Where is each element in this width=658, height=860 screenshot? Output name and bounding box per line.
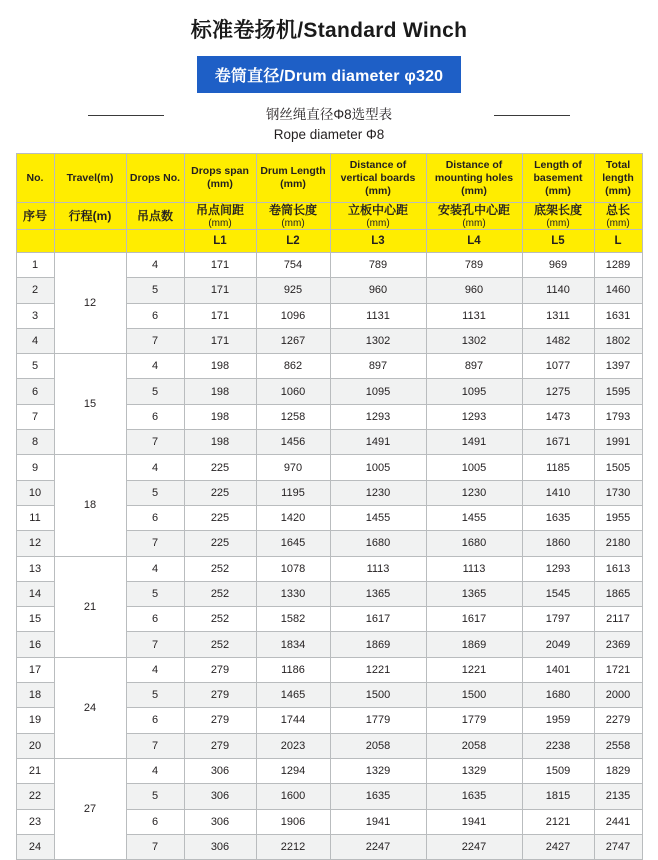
cell-no: 17	[16, 657, 54, 682]
cell-drops-no: 6	[126, 607, 184, 632]
cell-drops-span: 198	[184, 354, 256, 379]
cell-vertical-boards: 1221	[330, 657, 426, 682]
cell-drops-no: 4	[126, 253, 184, 278]
cell-mounting-holes: 1635	[426, 784, 522, 809]
cell-basement-length: 1473	[522, 404, 594, 429]
cell-drops-span: 198	[184, 430, 256, 455]
cell-basement-length: 1635	[522, 505, 594, 530]
header-cell-travel: Travel(m)	[54, 154, 126, 203]
cell-mounting-holes: 1113	[426, 556, 522, 581]
cell-no: 13	[16, 556, 54, 581]
cell-drops-span: 225	[184, 455, 256, 480]
table-body	[16, 253, 642, 860]
cell-no: 23	[16, 809, 54, 834]
cell-drops-no: 5	[126, 278, 184, 303]
header-code-drops-no	[126, 230, 184, 253]
cell-vertical-boards: 2247	[330, 834, 426, 859]
cell-total-length: 1865	[594, 581, 642, 606]
cell-drops-no: 4	[126, 354, 184, 379]
cell-drops-no: 5	[126, 379, 184, 404]
cell-vertical-boards: 1113	[330, 556, 426, 581]
cell-basement-length: 2049	[522, 632, 594, 657]
cell-total-length: 1595	[594, 379, 642, 404]
cell-drops-span: 252	[184, 581, 256, 606]
cell-drum-length: 1600	[256, 784, 330, 809]
cell-total-length: 2117	[594, 607, 642, 632]
cell-basement-length: 1410	[522, 480, 594, 505]
cell-mounting-holes: 1329	[426, 758, 522, 783]
cell-no: 22	[16, 784, 54, 809]
cell-total-length: 1721	[594, 657, 642, 682]
cell-basement-length: 1311	[522, 303, 594, 328]
cell-vertical-boards: 1869	[330, 632, 426, 657]
rope-diameter-en: Rope diameter Φ8	[273, 127, 385, 142]
cell-travel: 15	[54, 354, 126, 455]
cell-mounting-holes: 1302	[426, 328, 522, 353]
cell-vertical-boards: 1500	[330, 683, 426, 708]
cell-drops-span: 306	[184, 758, 256, 783]
cell-mounting-holes: 1221	[426, 657, 522, 682]
cell-total-length: 1991	[594, 430, 642, 455]
cell-total-length: 2747	[594, 834, 642, 859]
cell-no: 8	[16, 430, 54, 455]
header-cell-no: No.	[16, 154, 54, 203]
header-cell-total-length: Total length (mm)	[594, 154, 642, 203]
cell-vertical-boards: 2058	[330, 733, 426, 758]
table-row	[16, 758, 642, 783]
header-cell-mounting-holes: Distance of mounting holes (mm)	[426, 154, 522, 203]
header-code-travel	[54, 230, 126, 253]
rope-diameter-cn: 钢丝绳直径Φ8选型表	[265, 107, 393, 122]
cell-drum-length: 1582	[256, 607, 330, 632]
cell-total-length: 1397	[594, 354, 642, 379]
cell-drops-span: 252	[184, 556, 256, 581]
cell-drops-no: 7	[126, 632, 184, 657]
cell-total-length: 2000	[594, 683, 642, 708]
cell-drum-length: 1096	[256, 303, 330, 328]
cell-mounting-holes: 1005	[426, 455, 522, 480]
cell-drum-length: 1456	[256, 430, 330, 455]
cell-drum-length: 1258	[256, 404, 330, 429]
cell-mounting-holes: 1491	[426, 430, 522, 455]
cell-basement-length: 1860	[522, 531, 594, 556]
cell-drum-length: 1060	[256, 379, 330, 404]
cell-drops-span: 225	[184, 531, 256, 556]
cell-vertical-boards: 1779	[330, 708, 426, 733]
cell-drum-length: 1294	[256, 758, 330, 783]
cell-basement-length: 1671	[522, 430, 594, 455]
cell-drum-length: 1078	[256, 556, 330, 581]
cell-drops-span: 225	[184, 480, 256, 505]
header-code-l3: L3	[330, 230, 426, 253]
cell-basement-length: 1545	[522, 581, 594, 606]
cell-vertical-boards: 1095	[330, 379, 426, 404]
cell-drops-span: 252	[184, 632, 256, 657]
cell-basement-length: 1815	[522, 784, 594, 809]
cell-drops-no: 4	[126, 657, 184, 682]
cell-mounting-holes: 1230	[426, 480, 522, 505]
rope-diameter-block	[0, 105, 658, 151]
cell-drops-span: 279	[184, 683, 256, 708]
cell-drum-length: 1906	[256, 809, 330, 834]
cell-no: 19	[16, 708, 54, 733]
cell-total-length: 2135	[594, 784, 642, 809]
cell-travel: 27	[54, 758, 126, 859]
cell-drops-no: 6	[126, 708, 184, 733]
table-row	[16, 354, 642, 379]
cell-drum-length: 970	[256, 455, 330, 480]
cell-basement-length: 1401	[522, 657, 594, 682]
cell-mounting-holes: 2247	[426, 834, 522, 859]
cell-no: 11	[16, 505, 54, 530]
header-cn-drops-span: 吊点间距 (mm)	[184, 203, 256, 230]
cell-drops-no: 7	[126, 430, 184, 455]
table-row	[16, 455, 642, 480]
cell-vertical-boards: 960	[330, 278, 426, 303]
cell-total-length: 2369	[594, 632, 642, 657]
cell-vertical-boards: 1365	[330, 581, 426, 606]
cell-mounting-holes: 1095	[426, 379, 522, 404]
drum-diameter-badge: 卷筒直径/Drum diameter φ320	[197, 56, 462, 93]
cell-drops-no: 6	[126, 505, 184, 530]
header-cn-mounting-holes: 安装孔中心距 (mm)	[426, 203, 522, 230]
cell-mounting-holes: 897	[426, 354, 522, 379]
table-row	[16, 556, 642, 581]
winch-spec-table	[16, 153, 643, 860]
cell-drum-length: 1267	[256, 328, 330, 353]
cell-basement-length: 1959	[522, 708, 594, 733]
header-code-l2: L2	[256, 230, 330, 253]
rule-right	[494, 115, 570, 116]
cell-drum-length: 1195	[256, 480, 330, 505]
cell-basement-length: 1293	[522, 556, 594, 581]
cell-drum-length: 2023	[256, 733, 330, 758]
cell-travel: 18	[54, 455, 126, 556]
cell-mounting-holes: 1779	[426, 708, 522, 733]
header-row-chinese	[16, 203, 642, 230]
header-row-codes	[16, 230, 642, 253]
cell-drops-span: 171	[184, 253, 256, 278]
cell-drum-length: 862	[256, 354, 330, 379]
cell-total-length: 2558	[594, 733, 642, 758]
cell-drum-length: 925	[256, 278, 330, 303]
cell-mounting-holes: 1293	[426, 404, 522, 429]
header-code-l: L	[594, 230, 642, 253]
cell-no: 1	[16, 253, 54, 278]
cell-total-length: 1613	[594, 556, 642, 581]
cell-no: 3	[16, 303, 54, 328]
cell-vertical-boards: 1230	[330, 480, 426, 505]
cell-total-length: 1793	[594, 404, 642, 429]
cell-no: 2	[16, 278, 54, 303]
cell-vertical-boards: 1005	[330, 455, 426, 480]
header-cn-no: 序号	[16, 203, 54, 230]
header-cn-basement-length: 底架长度 (mm)	[522, 203, 594, 230]
cell-total-length: 1289	[594, 253, 642, 278]
cell-mounting-holes: 789	[426, 253, 522, 278]
cell-vertical-boards: 897	[330, 354, 426, 379]
cell-drops-no: 6	[126, 404, 184, 429]
cell-no: 4	[16, 328, 54, 353]
header-cell-vertical-boards: Distance of vertical boards (mm)	[330, 154, 426, 203]
cell-mounting-holes: 1680	[426, 531, 522, 556]
cell-total-length: 1829	[594, 758, 642, 783]
cell-no: 12	[16, 531, 54, 556]
cell-mounting-holes: 1365	[426, 581, 522, 606]
table-row	[16, 253, 642, 278]
cell-no: 20	[16, 733, 54, 758]
cell-no: 7	[16, 404, 54, 429]
cell-drops-span: 171	[184, 278, 256, 303]
cell-total-length: 1460	[594, 278, 642, 303]
rule-left	[88, 115, 164, 116]
header-cell-drops-span: Drops span (mm)	[184, 154, 256, 203]
cell-travel: 24	[54, 657, 126, 758]
cell-drops-span: 171	[184, 328, 256, 353]
cell-drops-span: 279	[184, 708, 256, 733]
header-cn-vertical-boards: 立板中心距 (mm)	[330, 203, 426, 230]
cell-mounting-holes: 1869	[426, 632, 522, 657]
cell-basement-length: 2238	[522, 733, 594, 758]
page-title: 标准卷扬机/Standard Winch	[190, 19, 468, 42]
header-cn-travel: 行程(m)	[54, 203, 126, 230]
cell-mounting-holes: 1617	[426, 607, 522, 632]
cell-total-length: 1631	[594, 303, 642, 328]
cell-no: 10	[16, 480, 54, 505]
cell-drops-no: 4	[126, 556, 184, 581]
cell-drops-no: 5	[126, 581, 184, 606]
cell-drum-length: 1465	[256, 683, 330, 708]
cell-vertical-boards: 1455	[330, 505, 426, 530]
cell-basement-length: 1185	[522, 455, 594, 480]
cell-basement-length: 2427	[522, 834, 594, 859]
cell-no: 14	[16, 581, 54, 606]
drum-diameter-badge-row	[0, 56, 658, 93]
cell-drum-length: 1834	[256, 632, 330, 657]
cell-total-length: 1955	[594, 505, 642, 530]
cell-no: 9	[16, 455, 54, 480]
cell-no: 16	[16, 632, 54, 657]
cell-vertical-boards: 1302	[330, 328, 426, 353]
cell-basement-length: 1140	[522, 278, 594, 303]
cell-mounting-holes: 2058	[426, 733, 522, 758]
cell-drum-length: 1186	[256, 657, 330, 682]
header-cn-drops-no: 吊点数	[126, 203, 184, 230]
cell-drops-no: 7	[126, 733, 184, 758]
cell-drum-length: 1330	[256, 581, 330, 606]
cell-basement-length: 1482	[522, 328, 594, 353]
header-row-english	[16, 154, 642, 203]
cell-drops-span: 171	[184, 303, 256, 328]
cell-drops-no: 7	[126, 531, 184, 556]
cell-no: 5	[16, 354, 54, 379]
cell-drops-no: 5	[126, 480, 184, 505]
cell-drops-no: 7	[126, 834, 184, 859]
cell-drum-length: 754	[256, 253, 330, 278]
cell-total-length: 1802	[594, 328, 642, 353]
cell-basement-length: 1797	[522, 607, 594, 632]
cell-mounting-holes: 960	[426, 278, 522, 303]
cell-drops-span: 306	[184, 784, 256, 809]
cell-vertical-boards: 1293	[330, 404, 426, 429]
cell-vertical-boards: 1617	[330, 607, 426, 632]
cell-total-length: 1505	[594, 455, 642, 480]
cell-drops-span: 225	[184, 505, 256, 530]
cell-drops-no: 7	[126, 328, 184, 353]
cell-drops-no: 5	[126, 683, 184, 708]
cell-vertical-boards: 789	[330, 253, 426, 278]
cell-basement-length: 1077	[522, 354, 594, 379]
cell-vertical-boards: 1680	[330, 531, 426, 556]
cell-drum-length: 2212	[256, 834, 330, 859]
cell-drops-span: 198	[184, 379, 256, 404]
cell-vertical-boards: 1329	[330, 758, 426, 783]
cell-travel: 21	[54, 556, 126, 657]
cell-drops-no: 4	[126, 758, 184, 783]
header-cell-basement-length: Length of basement (mm)	[522, 154, 594, 203]
cell-drops-span: 198	[184, 404, 256, 429]
cell-drum-length: 1744	[256, 708, 330, 733]
cell-no: 6	[16, 379, 54, 404]
cell-basement-length: 1509	[522, 758, 594, 783]
cell-drops-no: 6	[126, 809, 184, 834]
cell-no: 24	[16, 834, 54, 859]
cell-drops-no: 5	[126, 784, 184, 809]
header-code-l5: L5	[522, 230, 594, 253]
cell-basement-length: 1275	[522, 379, 594, 404]
cell-no: 15	[16, 607, 54, 632]
header-code-l4: L4	[426, 230, 522, 253]
cell-vertical-boards: 1131	[330, 303, 426, 328]
cell-travel: 12	[54, 253, 126, 354]
cell-mounting-holes: 1455	[426, 505, 522, 530]
cell-drops-span: 252	[184, 607, 256, 632]
cell-basement-length: 2121	[522, 809, 594, 834]
cell-drops-no: 6	[126, 303, 184, 328]
cell-total-length: 1730	[594, 480, 642, 505]
cell-vertical-boards: 1941	[330, 809, 426, 834]
cell-vertical-boards: 1635	[330, 784, 426, 809]
header-cn-drum-length: 卷筒长度 (mm)	[256, 203, 330, 230]
cell-total-length: 2180	[594, 531, 642, 556]
cell-drops-span: 279	[184, 657, 256, 682]
header-code-l1: L1	[184, 230, 256, 253]
header-cell-drum-length: Drum Length (mm)	[256, 154, 330, 203]
cell-no: 18	[16, 683, 54, 708]
header-cn-total-length: 总长 (mm)	[594, 203, 642, 230]
cell-total-length: 2441	[594, 809, 642, 834]
header-cell-drops-no: Drops No.	[126, 154, 184, 203]
cell-basement-length: 969	[522, 253, 594, 278]
cell-drops-span: 306	[184, 834, 256, 859]
cell-mounting-holes: 1500	[426, 683, 522, 708]
cell-no: 21	[16, 758, 54, 783]
cell-basement-length: 1680	[522, 683, 594, 708]
cell-drops-span: 306	[184, 809, 256, 834]
cell-vertical-boards: 1491	[330, 430, 426, 455]
cell-mounting-holes: 1131	[426, 303, 522, 328]
cell-mounting-holes: 1941	[426, 809, 522, 834]
cell-total-length: 2279	[594, 708, 642, 733]
cell-drops-no: 4	[126, 455, 184, 480]
cell-drum-length: 1645	[256, 531, 330, 556]
cell-drum-length: 1420	[256, 505, 330, 530]
cell-drops-span: 279	[184, 733, 256, 758]
table-header	[16, 154, 642, 253]
header-code-no	[16, 230, 54, 253]
table-row	[16, 657, 642, 682]
